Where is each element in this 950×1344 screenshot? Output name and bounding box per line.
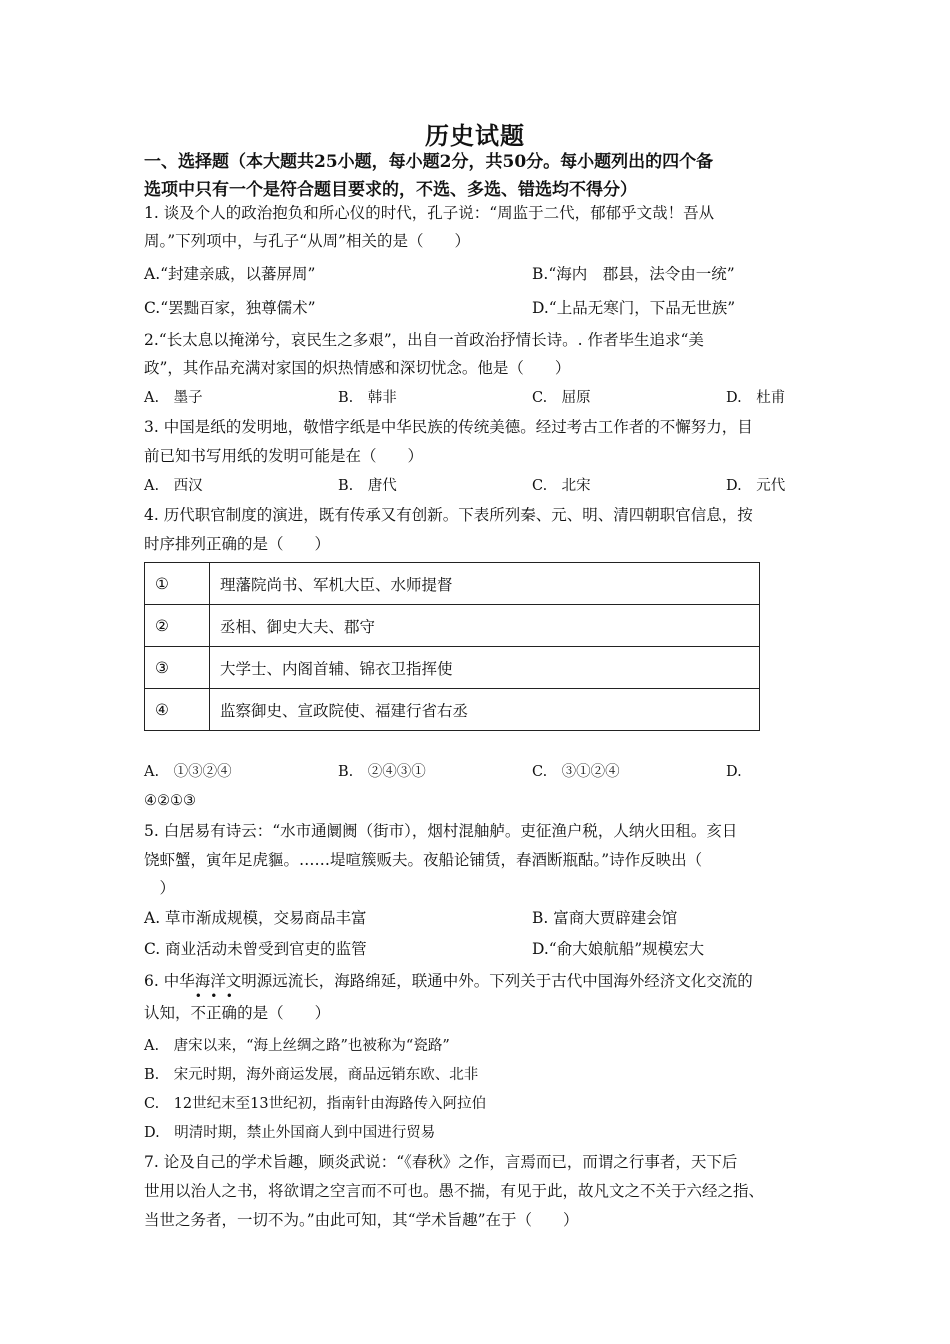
emphasis-char-text: 确 — [221, 1004, 238, 1022]
q5-option-a: A. 草市渐成规模，交易商品丰富 — [144, 909, 367, 927]
emphasis-char — [221, 989, 238, 1024]
q1-stem-line-2: 周。”下列项中，与孔子“从周”相关的是（ ） — [144, 232, 471, 250]
q4-option-d: D. — [726, 764, 742, 780]
q1-option-a: A.“封建亲戚，以蕃屏周” — [144, 265, 316, 283]
q5-stem-line-1: 5. 白居易有诗云：“水市通阛阓（街市），烟村混舳舻。吏征渔户税，人纳火田租。亥日 — [144, 822, 738, 840]
q4-stem-line-2: 时序排列正确的是（ ） — [144, 535, 331, 553]
q3-option-c: C. 北宋 — [532, 478, 591, 494]
q6-stem-suffix: 的是（ ） — [237, 1004, 331, 1022]
table-row-number: ④ — [145, 689, 210, 731]
q3-option-d: D. 元代 — [726, 478, 786, 494]
q2-option-c: C. 屈原 — [532, 390, 591, 406]
q3-stem-line-2: 前已知书写用纸的发明可能是在（ ） — [144, 447, 424, 465]
q6-stem-line-2 — [144, 989, 331, 1024]
q6-stem-line-1: 6. 中华海洋文明源远流长，海路绵延，联通中外。下列关于古代中国海外经济文化交流的 — [144, 972, 753, 990]
q7-stem-line-2: 世用以治人之书，将欲谓之空言而不可也。愚不揣，有见于此，故凡文之不关于六经之指、 — [144, 1182, 765, 1200]
emphasis-dot-icon: • — [210, 989, 218, 1003]
q5-stem-line-3: ） — [144, 879, 176, 897]
table-row-number: ① — [145, 563, 210, 605]
emphasis-char-text: 正 — [206, 1004, 222, 1022]
q5-stem-line-2: 饶虾蟹，寅年足虎貙。……堤喧簇贩夫。夜船论铺赁，春酒断瓶酤。”诗作反映出（ — [144, 851, 703, 869]
emphasis-dot-icon: • — [194, 989, 202, 1003]
q4-option-b: B. ②④③① — [338, 764, 426, 780]
q4-option-d-continued: ④②①③ — [144, 793, 196, 809]
q2-option-b: B. 韩非 — [338, 390, 397, 406]
q5-option-d: D.“俞大娘航船”规模宏大 — [532, 940, 705, 958]
q5-option-c: C. 商业活动未曾受到官吏的监管 — [144, 940, 367, 958]
q2-stem-line-2: 政”，其作品充满对家国的炽热情感和深切忧念。他是（ ） — [144, 359, 571, 377]
table-row — [145, 605, 760, 647]
q3-stem-line-1: 3. 中国是纸的发明地，敬惜字纸是中华民族的传统美德。经过考古工作者的不懈努力，目 — [144, 418, 753, 436]
q2-stem-line-1: 2.“长太息以掩涕兮，哀民生之多艰”，出自一首政治抒情长诗。. 作者毕生追求“美 — [144, 331, 704, 349]
emphasis-char — [206, 989, 222, 1024]
table-row-text: 丞相、御史大夫、郡守 — [210, 605, 760, 647]
q4-option-a: A. ①③②④ — [144, 764, 232, 780]
table-row-number: ③ — [145, 647, 210, 689]
q6-stem-prefix: 认知， — [144, 1004, 191, 1022]
q2-option-a: A. 墨子 — [144, 390, 203, 406]
emphasis-char-text: 不 — [190, 1004, 207, 1022]
q5-option-b: B. 富商大贾辟建会馆 — [532, 909, 678, 927]
q3-option-b: B. 唐代 — [338, 478, 397, 494]
section-heading-line-1: 一、选择题（本大题共25小题，每小题2分，共50分。每小题列出的四个备 — [144, 152, 714, 172]
page-title: 历史试题 — [425, 121, 525, 150]
table-row-number: ② — [145, 605, 210, 647]
q7-stem-line-1: 7. 论及自己的学术旨趣，顾炎武说：“《春秋》之作，言焉而已，而谓之行事者，天下后 — [144, 1153, 738, 1171]
q1-option-d: D.“上品无寒门，下品无世族” — [532, 299, 736, 317]
q1-stem-line-1: 1. 谈及个人的政治抱负和所心仪的时代，孔子说：“周监于二代，郁郁乎文哉！吾从 — [144, 204, 715, 222]
q6-option-c: C. 12世纪末至13世纪初，指南针由海路传入阿拉伯 — [144, 1096, 487, 1112]
q7-stem-line-3: 当世之务者，一切不为。”由此可知，其“学术旨趣”在于（ ） — [144, 1211, 579, 1229]
q3-option-a: A. 西汉 — [144, 478, 203, 494]
q4-stem-line-1: 4. 历代职官制度的演进，既有传承又有创新。下表所列秦、元、明、清四朝职官信息，按 — [144, 506, 753, 524]
table-row — [145, 647, 760, 689]
table-row-text: 监察御史、宣政院使、福建行省右丞 — [210, 689, 760, 731]
emphasis-char — [190, 989, 207, 1024]
section-heading-line-2: 选项中只有一个是符合题目要求的，不选、多选、错选均不得分） — [144, 180, 637, 200]
table-row-text: 理藩院尚书、军机大臣、水师提督 — [210, 563, 760, 605]
q1-option-b: B.“海内 郡县，法令由一统” — [532, 265, 735, 283]
table-row — [145, 563, 760, 605]
table-row — [145, 689, 760, 731]
q6-option-b: B. 宋元时期，海外商运发展，商品远销东欧、北非 — [144, 1067, 479, 1083]
q4-option-c: C. ③①②④ — [532, 764, 620, 780]
q6-option-d: D. 明清时期，禁止外国商人到中国进行贸易 — [144, 1125, 436, 1141]
q6-option-a: A. 唐宋以来，“海上丝绸之路”也被称为“瓷路” — [144, 1038, 450, 1054]
officials-table — [144, 562, 760, 731]
q2-option-d: D. 杜甫 — [726, 390, 786, 406]
table-row-text: 大学士、内阁首辅、锦衣卫指挥使 — [210, 647, 760, 689]
q1-option-c: C.“罢黜百家，独尊儒术” — [144, 299, 316, 317]
emphasis-dot-icon: • — [225, 989, 233, 1003]
